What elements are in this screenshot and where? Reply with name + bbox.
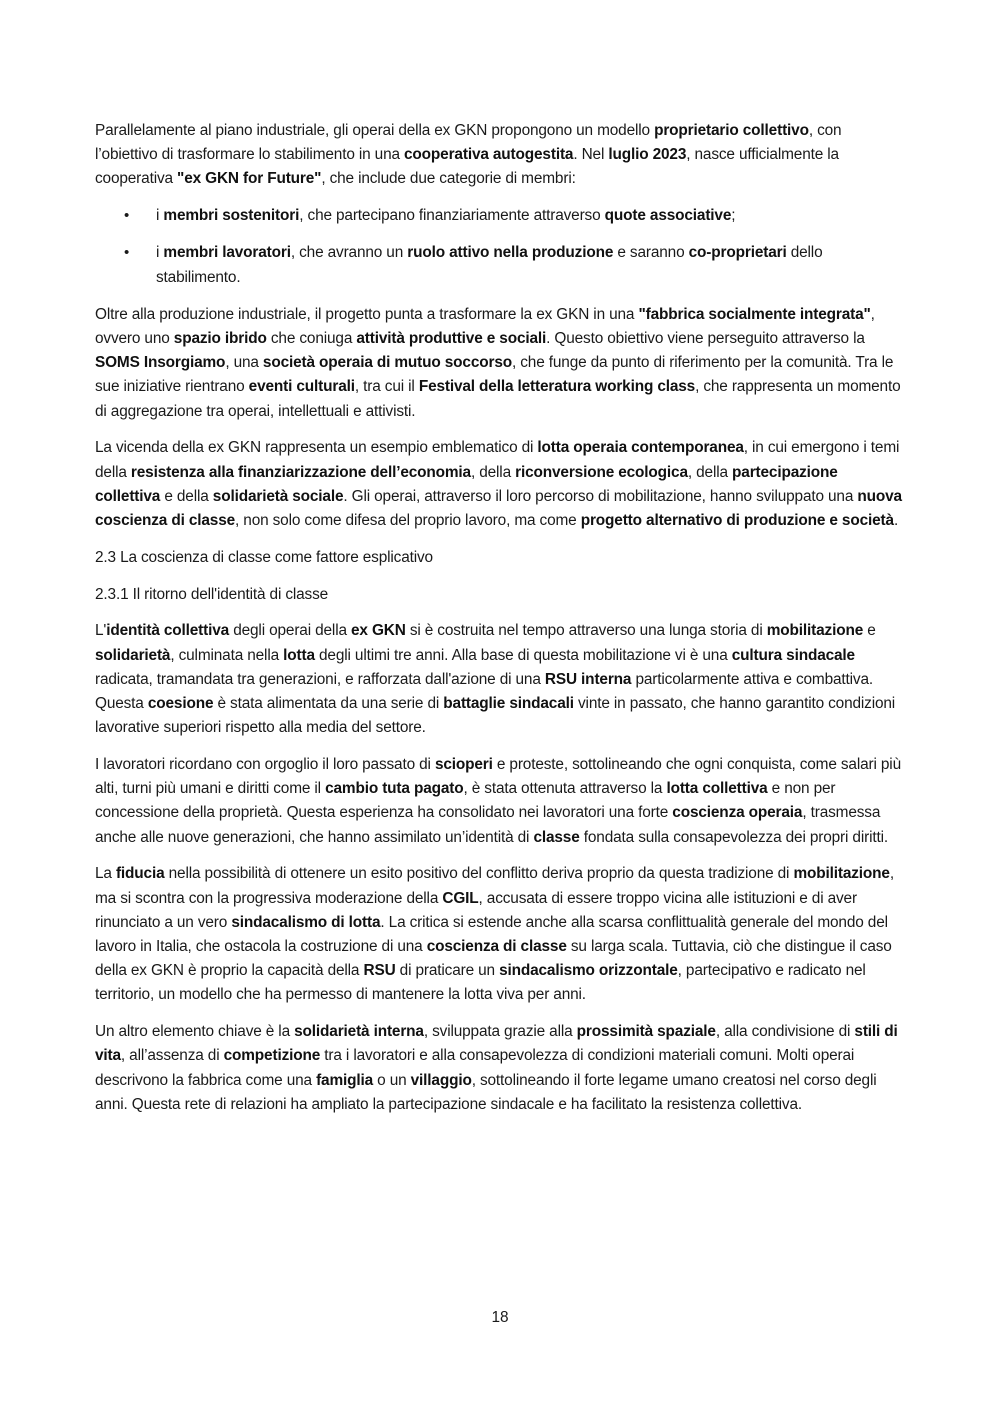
bold-text: attività produttive e sociali: [356, 330, 547, 348]
bold-text: co-proprietari: [688, 244, 787, 262]
text-run: 2.3 La coscienza di classe come fattore esplicativo: [95, 548, 433, 566]
text-run: che coniuga: [266, 330, 357, 348]
bold-text: CGIL: [442, 889, 479, 907]
bold-text: cooperativa autogestita: [404, 146, 574, 164]
text-run: , è stata ottenuta attraverso la: [463, 780, 667, 798]
text-run: vinte in passato, che hanno garantito condizioni lavorative superiori rispetto alla media del settore.: [95, 695, 896, 737]
text-run: , della: [687, 463, 733, 481]
bold-text: "fabbrica socialmente integrata": [638, 305, 871, 323]
paragraph: [95, 753, 907, 850]
bold-text: lotta: [283, 646, 315, 664]
text-run: , in cui emergono i temi della: [95, 439, 900, 481]
text-run: , che funge da punto di riferimento per la comunità. Tra le sue iniziative rientrano: [95, 354, 894, 396]
bold-text: cambio tuta pagato: [325, 780, 464, 798]
bold-text: coscienza di classe: [426, 938, 567, 956]
bold-text: classe: [533, 828, 580, 846]
bold-text: sindacalismo orizzontale: [499, 962, 678, 980]
bold-text: competizione: [223, 1047, 321, 1065]
bullet-list: [95, 204, 907, 290]
bold-text: progetto alternativo di produzione e società: [580, 512, 894, 530]
bold-text: ruolo attivo nella produzione: [407, 244, 614, 262]
text-run: La: [95, 865, 116, 883]
paragraph: [95, 619, 907, 740]
text-run: Oltre alla produzione industriale, il progetto punta a trasformare la ex GKN in una: [95, 305, 639, 323]
text-run: dello stabilimento.: [156, 244, 823, 286]
bold-text: scioperi: [434, 756, 493, 774]
bold-text: mobilitazione: [793, 865, 890, 883]
bold-text: nuova coscienza di classe: [95, 487, 902, 530]
bold-text: battaglie sindacali: [443, 695, 574, 713]
text-run: , della: [470, 463, 516, 481]
text-run: , che include due categorie di membri:: [321, 170, 576, 188]
bullet-icon: •: [124, 207, 130, 225]
text-run: , trasmessa anche alle nuove generazioni, che hanno assimilato un’identità di: [95, 804, 881, 846]
bold-text: società operaia di mutuo soccorso: [262, 354, 512, 372]
bold-text: "ex GKN for Future": [177, 170, 322, 188]
bold-text: stili di vita: [95, 1023, 898, 1065]
text-run: , una: [225, 354, 263, 372]
text-run: L': [95, 622, 107, 640]
text-run: su larga scala. Tuttavia, ciò che distingue il caso della ex GKN è proprio la capacità della: [95, 938, 892, 980]
page-number: 18: [491, 1309, 509, 1326]
text-run: . La critica si estende anche alla scarsa conflittualità generale del mondo del lavoro in Italia, che ostacola la costruzione di una: [95, 913, 888, 956]
text-run: , che partecipano finanziariamente attraverso: [299, 207, 605, 225]
text-run: di praticare un: [395, 962, 500, 980]
text-run: , accusata di essere troppo vicina alle istituzioni e di aver rinunciato a un vero: [95, 889, 857, 931]
text-run: i: [156, 207, 164, 225]
bold-text: RSU interna: [544, 670, 632, 688]
text-run: i: [156, 244, 164, 262]
bold-text: RSU: [363, 962, 396, 980]
bold-text: solidarietà: [95, 646, 171, 664]
bold-text: eventi culturali: [248, 378, 355, 396]
bold-text: ex GKN: [351, 622, 406, 640]
bold-text: resistenza alla finanziarizzazione dell’economia: [130, 463, 471, 481]
bold-text: spazio ibrido: [173, 330, 267, 348]
bold-text: partecipazione collettiva: [95, 463, 838, 505]
text-run: o un: [373, 1071, 411, 1089]
text-run: e saranno: [613, 244, 689, 262]
text-run: .: [893, 512, 899, 530]
text-run: , alla condivisione di: [715, 1023, 855, 1041]
paragraph: [95, 436, 907, 533]
paragraph: [95, 119, 907, 192]
section-heading: [95, 546, 907, 570]
bold-text: mobilitazione: [766, 622, 864, 640]
paragraph: [95, 303, 907, 424]
text-run: , partecipativo e radicato nel territorio, un modello che ha permesso di mantenere la lotta viva per anni.: [95, 962, 866, 1004]
bold-text: membri lavoratori: [163, 244, 291, 262]
bold-text: quote associative: [604, 207, 732, 225]
text-run: . Gli operai, attraverso il loro percorso di mobilitazione, hanno sviluppato una: [343, 487, 858, 505]
text-run: , sottolineando il forte legame umano creatosi nel corso degli anni. Questa rete di relazioni ha ampliato la partecipazione sindacale e ha facilitato la resistenza collettiva.: [95, 1071, 877, 1113]
text-run: Parallelamente al piano industriale, gli operai della ex GKN propongono un modello: [95, 122, 655, 139]
text-run: , che rappresenta un momento di aggregazione tra operai, intellettuali e attivisti.: [95, 378, 901, 420]
bold-text: prossimità spaziale: [576, 1023, 716, 1041]
text-run: nella possibilità di ottenere un esito positivo del conflitto deriva proprio da questa tradizione di: [164, 865, 794, 883]
bold-text: cultura sindacale: [731, 646, 855, 664]
text-run: . Nel: [573, 146, 609, 164]
bold-text: SOMS Insorgiamo: [95, 354, 226, 372]
section-heading: [95, 583, 907, 607]
text-run: , nasce ufficialmente la cooperativa: [95, 146, 839, 188]
text-run: , ovvero uno: [95, 305, 875, 348]
text-run: è stata alimentata da una serie di: [213, 695, 444, 713]
bold-text: riconversione ecologica: [515, 463, 688, 481]
bold-text: coesione: [147, 695, 214, 713]
text-run: degli operai della: [229, 622, 351, 640]
text-run: tra i lavoratori e alla consapevolezza di condizioni materiali comuni. Molti operai descrivono la fabbrica come una: [95, 1047, 855, 1089]
text-run: . Questo obiettivo viene perseguito attraverso la: [546, 330, 865, 348]
bold-text: coscienza operaia: [672, 804, 803, 822]
text-run: e: [863, 622, 876, 640]
bold-text: fiducia: [115, 865, 165, 883]
text-run: I lavoratori ricordano con orgoglio il loro passato di: [95, 756, 435, 774]
text-run: Un altro elemento chiave è la: [95, 1023, 295, 1041]
bold-text: famiglia: [316, 1071, 374, 1089]
text-run: , sviluppata grazie alla: [423, 1023, 577, 1041]
text-run: , culminata nella: [170, 646, 284, 664]
text-run: e proteste, sottolineando che ogni conquista, come salari più alti, turni più umani e diritti come il: [95, 756, 901, 798]
bold-text: proprietario collettivo: [654, 122, 809, 139]
text-run: fondata sulla consapevolezza dei propri diritti.: [579, 828, 888, 846]
text-run: La vicenda della ex GKN rappresenta un esempio emblematico di: [95, 439, 538, 457]
bold-text: luglio 2023: [608, 146, 687, 164]
bold-text: villaggio: [410, 1071, 472, 1089]
bold-text: identità collettiva: [106, 622, 230, 640]
bold-text: sindacalismo di lotta: [231, 913, 381, 931]
text-run: , non solo come difesa del proprio lavoro, ma come: [235, 512, 581, 530]
text-run: , all’assenza di: [120, 1047, 224, 1065]
document-body: [95, 119, 907, 1130]
text-run: 2.3.1 Il ritorno dell'identità di classe: [95, 585, 329, 603]
list-item: [95, 241, 907, 289]
text-run: , con l’obiettivo di trasformare lo stabilimento in una: [95, 122, 842, 164]
bold-text: solidarietà sociale: [212, 487, 344, 505]
bold-text: lotta operaia contemporanea: [537, 439, 744, 457]
text-run: , tra cui il: [354, 378, 419, 396]
bold-text: Festival della letteratura working class: [418, 378, 696, 396]
bold-text: lotta collettiva: [666, 780, 768, 798]
bold-text: membri sostenitori: [163, 207, 300, 225]
text-run: , ma si scontra con la progressiva moderazione della: [95, 865, 894, 907]
text-run: e non per concessione della proprietà. Questa esperienza ha consolidato nei lavoratori una forte: [95, 780, 836, 822]
text-run: degli ultimi tre anni. Alla base di questa mobilitazione vi è una: [314, 646, 732, 664]
text-run: e della: [160, 487, 213, 505]
bold-text: solidarietà interna: [294, 1023, 424, 1041]
list-item: [95, 204, 907, 228]
paragraph: [95, 1020, 907, 1117]
text-run: ;: [731, 207, 736, 225]
text-run: , che avranno un: [290, 244, 408, 262]
paragraph: [95, 862, 907, 1007]
text-run: radicata, tramandata tra generazioni, e rafforzata dall'azione di una: [95, 670, 545, 688]
text-run: particolarmente attiva e combattiva. Questa: [95, 670, 873, 713]
bullet-icon: •: [124, 244, 130, 262]
text-run: si è costruita nel tempo attraverso una lunga storia di: [405, 622, 767, 640]
